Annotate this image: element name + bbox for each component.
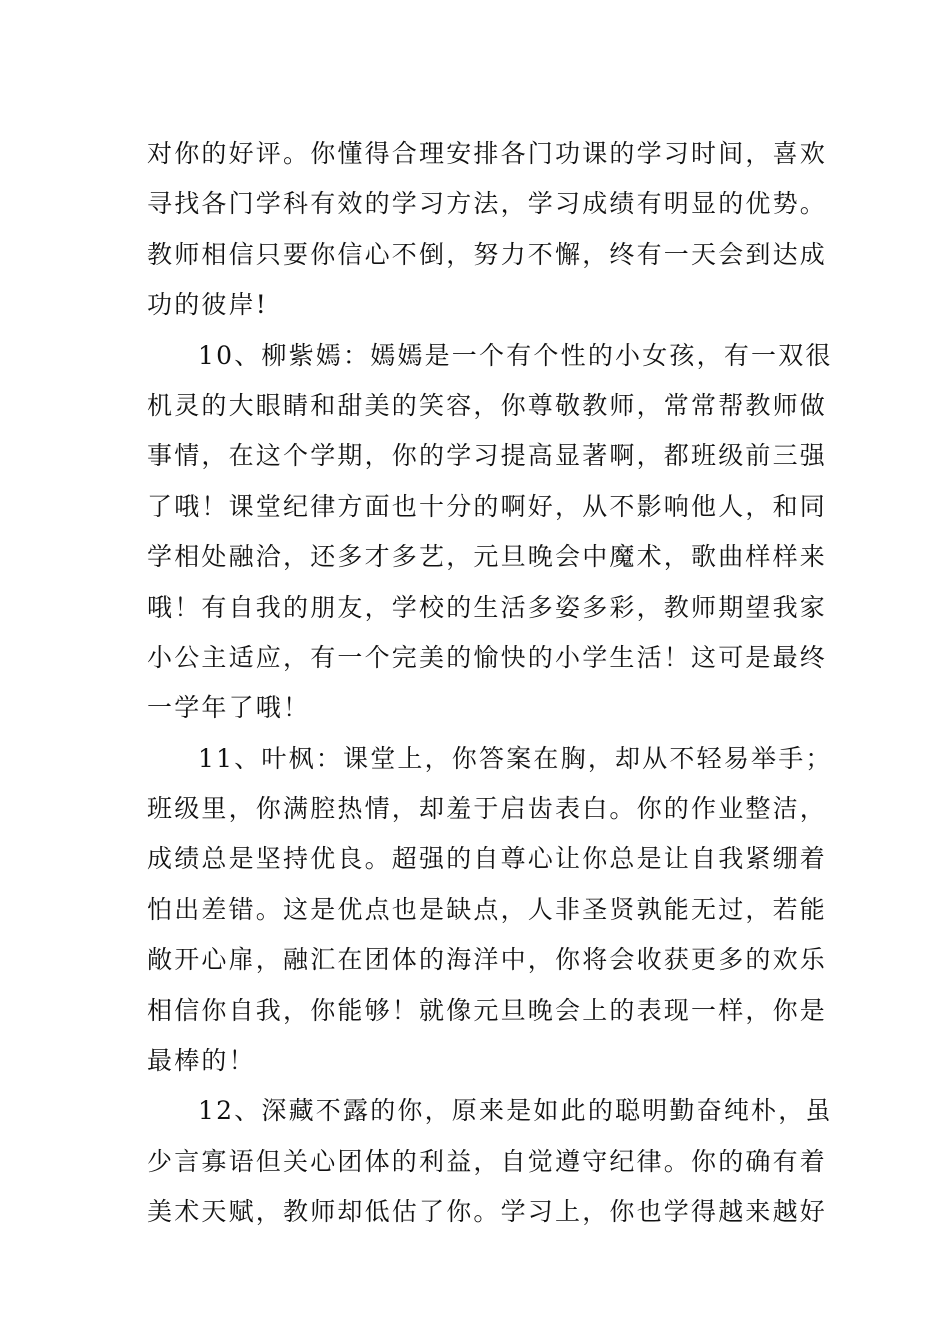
text-line: 12、深藏不露的你，原来是如此的聪明勤奋纯朴，虽 xyxy=(198,1096,833,1126)
text-line: 事情，在这个学期，你的学习提高显著啊，都班级前三强 xyxy=(147,441,828,471)
text-line: 最棒的！ xyxy=(147,1046,256,1076)
text-line: 相信你自我，你能够！就像元旦晚会上的表现一样，你是 xyxy=(147,995,828,1025)
text-line: 学相处融洽，还多才多艺，元旦晚会中魔术，歌曲样样来 xyxy=(147,542,828,572)
text-line: 一学年了哦！ xyxy=(147,693,311,723)
text-line: 功的彼岸! xyxy=(147,290,269,320)
text-line: 怕出差错。这是优点也是缺点，人非圣贤孰能无过，若能 xyxy=(147,894,828,924)
document-body xyxy=(147,129,833,1238)
text-line: 了哦！课堂纪律方面也十分的啊好，从不影响他人，和同 xyxy=(147,491,828,521)
text-line: 对你的好评。你懂得合理安排各门功课的学习时间，喜欢 xyxy=(147,139,828,168)
text-line: 机灵的大眼睛和甜美的笑容，你尊敬教师，常常帮教师做 xyxy=(147,390,828,420)
text-line: 班级里，你满腔热情，却羞于启齿表白。你的作业整洁， xyxy=(147,794,828,824)
paragraph-9-continuation xyxy=(147,129,828,331)
text-line: 教师相信只要你信心不倒，努力不懈，终有一天会到达成 xyxy=(147,239,828,269)
text-line: 小公主适应，有一个完美的愉快的小学生活！这可是最终 xyxy=(147,642,828,672)
paragraph-10 xyxy=(147,331,833,734)
text-line: 美术天赋，教师却低估了你。学习上，你也学得越来越好 xyxy=(147,1197,828,1227)
text-line: 寻找各门学科有效的学习方法，学习成绩有明显的优势。 xyxy=(147,189,828,219)
text-line: 敞开心扉，融汇在团体的海洋中，你将会收获更多的欢乐 xyxy=(147,945,828,975)
text-line: 哦！有自我的朋友，学校的生活多姿多彩，教师期望我家 xyxy=(147,592,828,622)
paragraph-12 xyxy=(147,1086,833,1237)
text-line: 11、叶枫：课堂上，你答案在胸，却从不轻易举手； xyxy=(198,743,833,773)
paragraph-11 xyxy=(147,734,833,1087)
text-line: 成绩总是坚持优良。超强的自尊心让你总是让自我紧绷着 xyxy=(147,844,828,874)
text-line: 少言寡语但关心团体的利益，自觉遵守纪律。你的确有着 xyxy=(147,1146,828,1176)
text-line: 10、柳紫嫣：嫣嫣是一个有个性的小女孩，有一双很 xyxy=(198,340,833,370)
